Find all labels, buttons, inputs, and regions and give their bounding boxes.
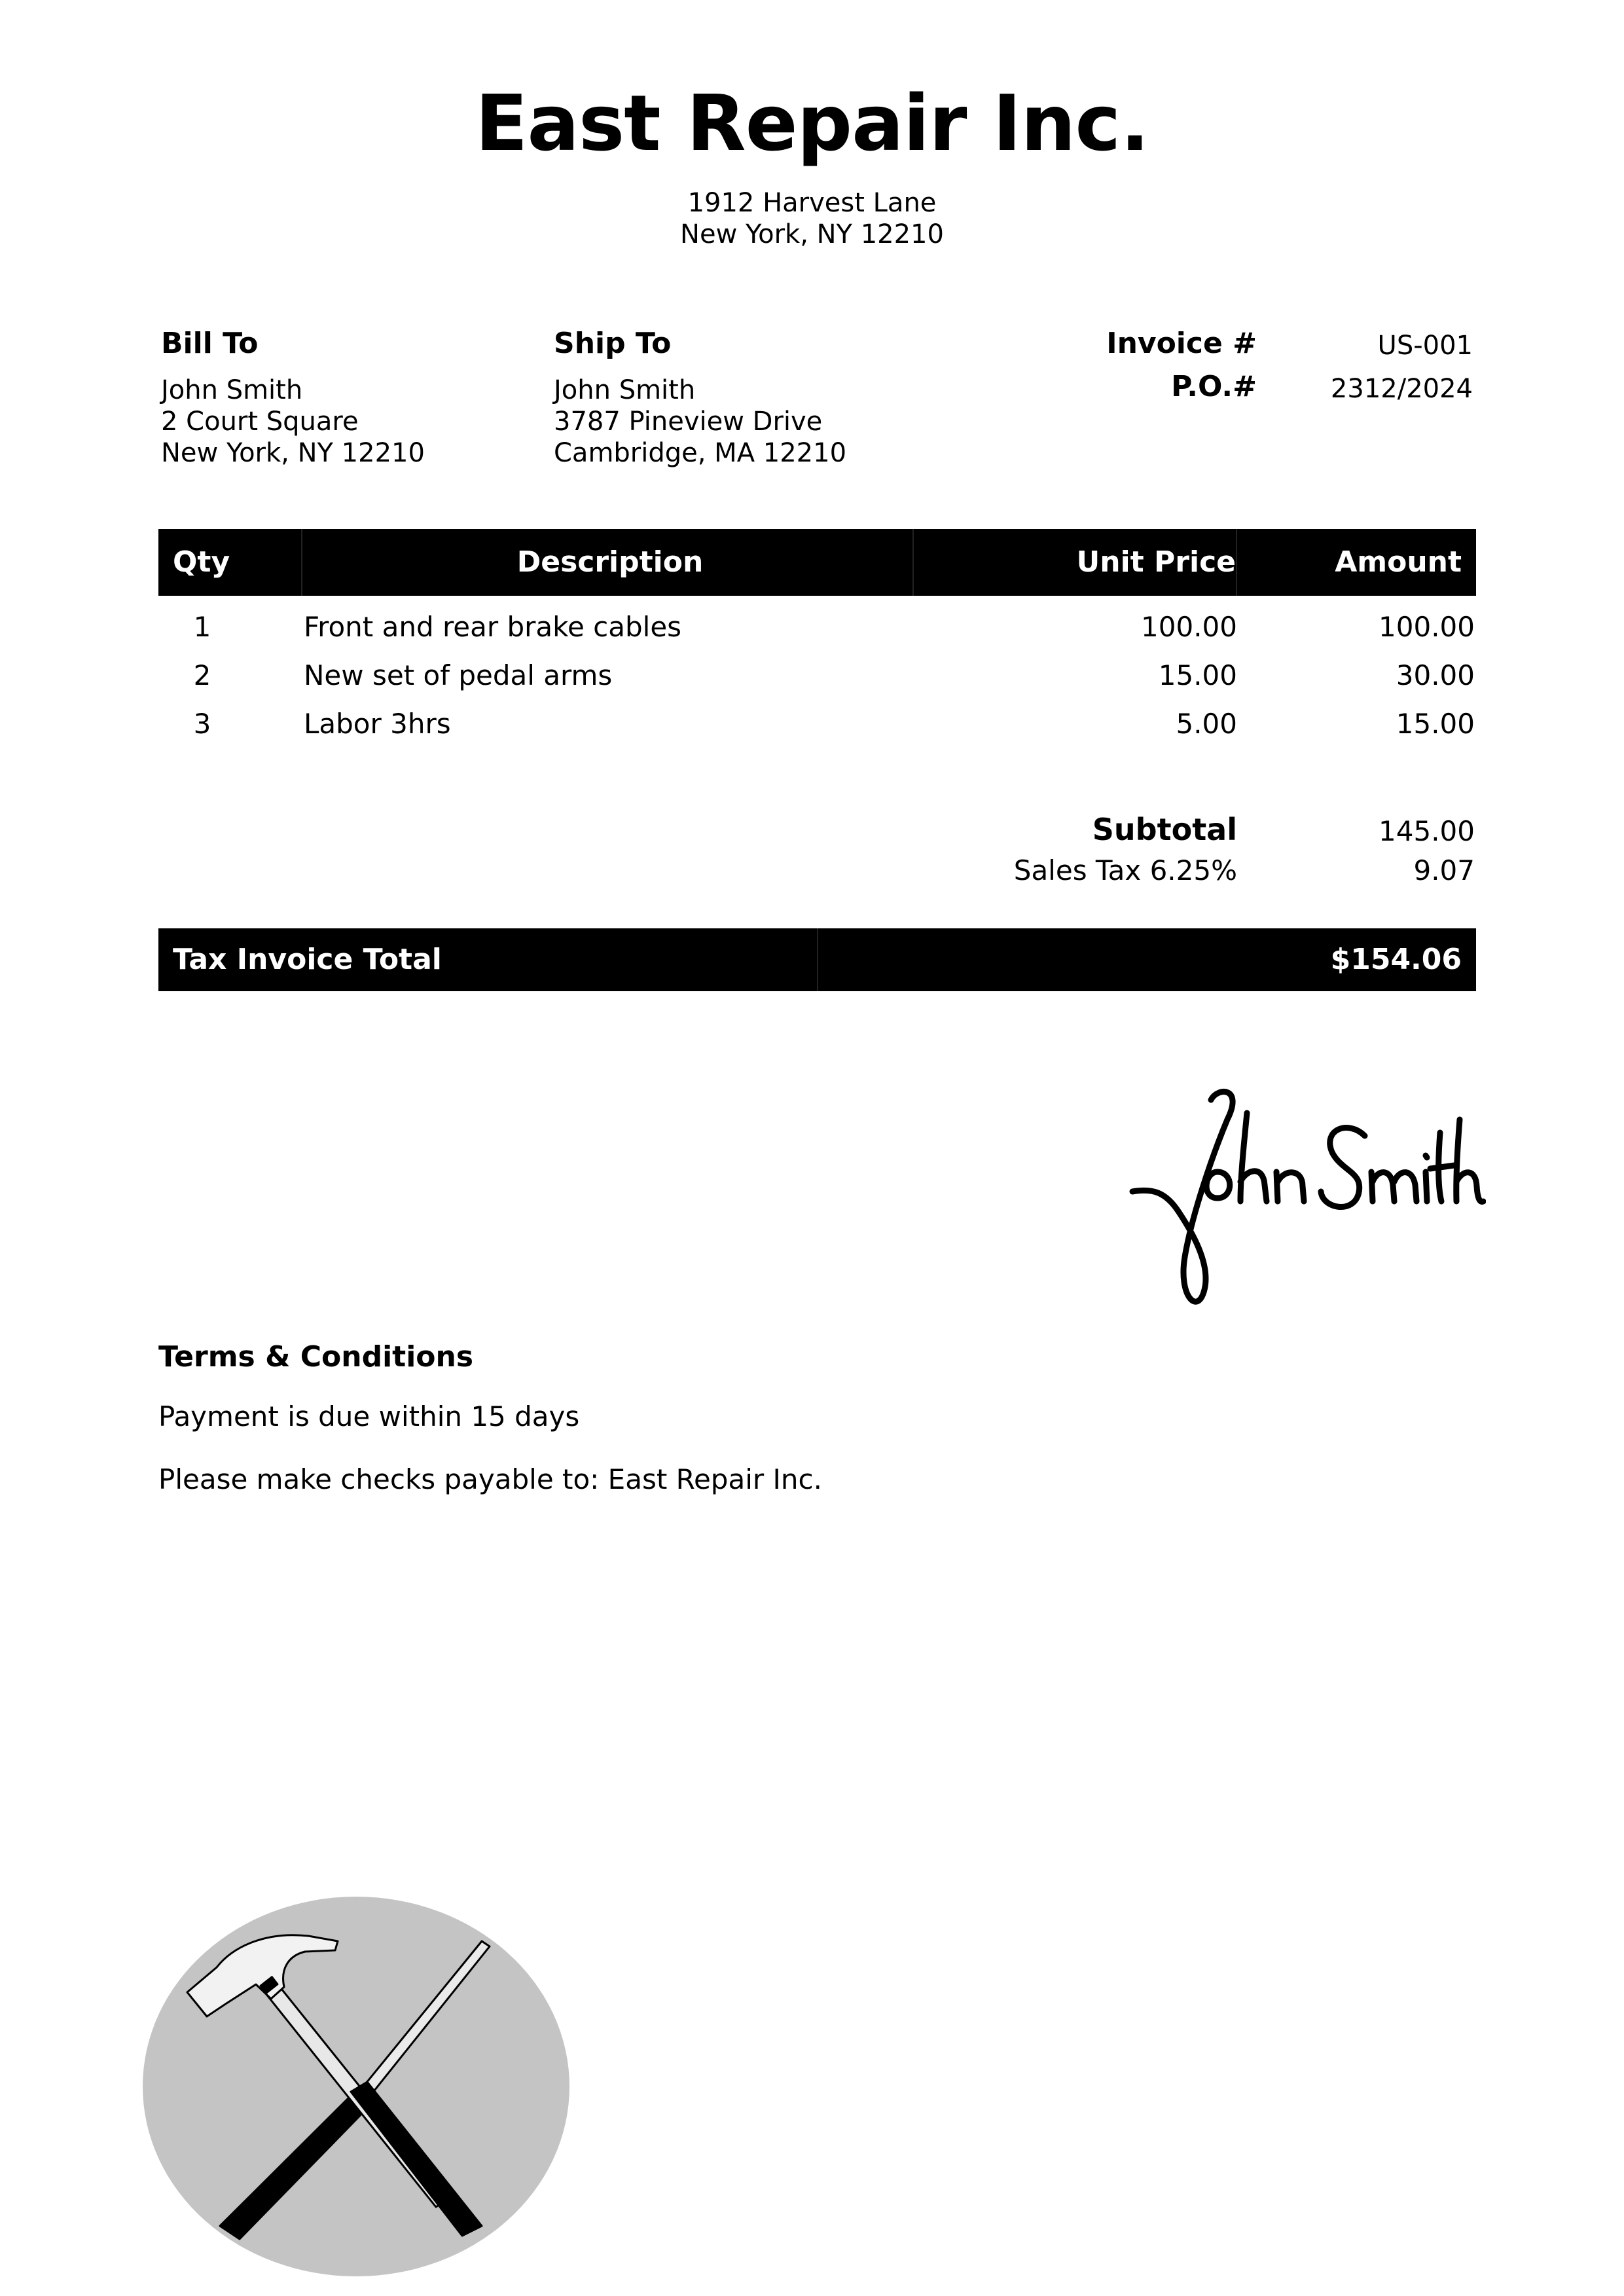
sales-tax-label: Sales Tax 6.25% <box>1013 854 1237 886</box>
hammer-and-screwdriver-icon <box>141 1895 571 2278</box>
header-qty: Qty <box>173 545 230 579</box>
header-description: Description <box>516 545 704 579</box>
signature-icon <box>1113 1074 1486 1322</box>
po-number-value: 2312/2024 <box>1330 374 1473 404</box>
company-name: East Repair Inc. <box>475 78 1149 168</box>
bill-to-line1: 2 Court Square <box>161 407 359 437</box>
table-header <box>158 529 1476 596</box>
row-qty: 2 <box>193 659 211 691</box>
row-description: New set of pedal arms <box>304 659 613 691</box>
bill-to-name: John Smith <box>161 375 303 405</box>
terms-line1: Payment is due within 15 days <box>158 1400 580 1432</box>
ship-to-line1: 3787 Pineview Drive <box>554 407 823 437</box>
invoice-number-value: US-001 <box>1377 331 1473 361</box>
row-qty: 3 <box>193 708 211 740</box>
header-amount: Amount <box>1335 545 1462 579</box>
company-address-line1: 1912 Harvest Lane <box>687 188 937 218</box>
po-number-label: P.O.# <box>1171 370 1257 403</box>
company-address-line2: New York, NY 12210 <box>680 219 944 249</box>
invoice-total-value: $154.06 <box>1330 943 1462 976</box>
terms-heading: Terms & Conditions <box>158 1340 474 1374</box>
bill-to-line2: New York, NY 12210 <box>161 438 425 468</box>
row-amount: 15.00 <box>1396 708 1475 740</box>
ship-to-name: John Smith <box>554 375 696 405</box>
terms-line2: Please make checks payable to: East Repair Inc. <box>158 1463 822 1495</box>
row-qty: 1 <box>193 611 211 643</box>
row-unit-price: 15.00 <box>1158 659 1237 691</box>
invoice-total-bar <box>158 928 1476 991</box>
row-description: Labor 3hrs <box>304 708 451 740</box>
row-unit-price: 100.00 <box>1141 611 1237 643</box>
signature <box>1113 1074 1486 1322</box>
ship-to-line2: Cambridge, MA 12210 <box>554 438 847 468</box>
header-unit-price: Unit Price <box>1076 545 1236 579</box>
row-unit-price: 5.00 <box>1176 708 1237 740</box>
invoice-number-label: Invoice # <box>1106 327 1257 360</box>
sales-tax-value: 9.07 <box>1413 854 1475 886</box>
bill-to-label: Bill To <box>161 327 259 360</box>
company-logo <box>141 1895 571 2278</box>
ship-to-label: Ship To <box>554 327 672 360</box>
total-divider <box>817 928 818 991</box>
row-description: Front and rear brake cables <box>304 611 682 643</box>
row-amount: 30.00 <box>1396 659 1475 691</box>
subtotal-label: Subtotal <box>1092 812 1237 847</box>
subtotal-value: 145.00 <box>1379 815 1475 847</box>
invoice-total-label: Tax Invoice Total <box>173 943 442 976</box>
row-amount: 100.00 <box>1379 611 1475 643</box>
